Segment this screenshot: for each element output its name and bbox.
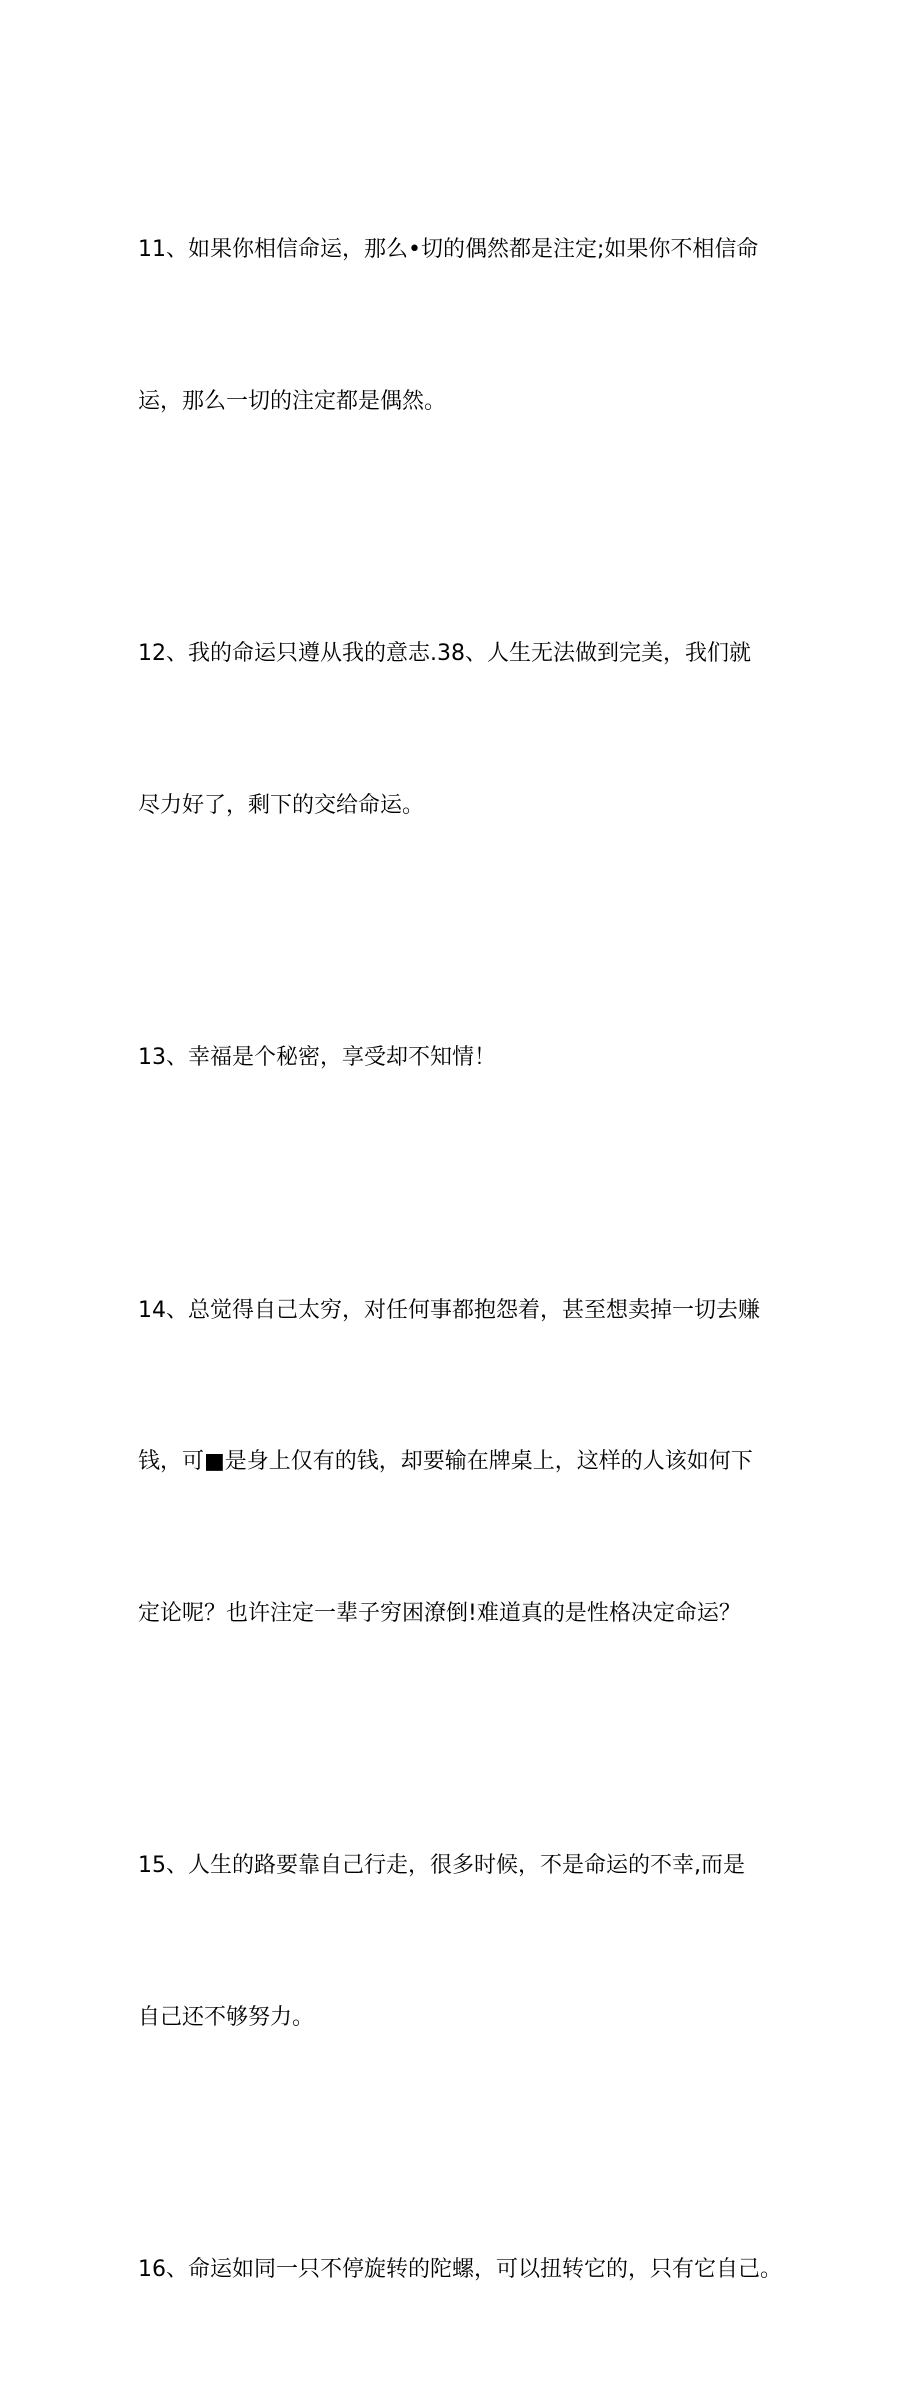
text-line: 自己还不够努力。 (138, 2004, 315, 2030)
text-line: 11、如果你相信命运，那么•切的偶然都是注定;如果你不相信命 (138, 237, 759, 262)
text-line: 14、总觉得自己太穷，对任何事都抱怨着，甚至想卖掉一切去赚 (138, 1297, 760, 1323)
document-body (138, 124, 798, 2397)
text-line: 尽力好了，剩下的交给命运。 (138, 792, 425, 818)
text-line: 运，那么一切的注定都是偶然。 (138, 388, 447, 414)
paragraph-11 (138, 124, 798, 528)
paragraph-16 (138, 2144, 798, 2397)
text-line: 15、人生的路要靠自己行走，很多时候，不是命运的不幸,而是 (138, 1853, 745, 1878)
text-line: 16、命运如同一只不停旋转的陀螺，可以扭转它的，只有它自己。 (138, 2257, 782, 2282)
text-line: 钱，可■是身上仅有的钱，却要输在牌桌上，这样的人该如何下 (138, 1449, 753, 1474)
text-line: 13、幸福是个秘密，享受却不知情！ (138, 1045, 496, 1070)
text-line: 定论呢？也许注定一辈子穷困潦倒!难道真的是性格决定命运？ (138, 1600, 741, 1626)
paragraph-15 (138, 1740, 798, 2144)
text-line: 12、我的命运只遵从我的意志.38、人生无法做到完美，我们就 (138, 641, 751, 666)
paragraph-14 (138, 1185, 798, 1741)
paragraph-12 (138, 528, 798, 932)
paragraph-13 (138, 932, 798, 1185)
